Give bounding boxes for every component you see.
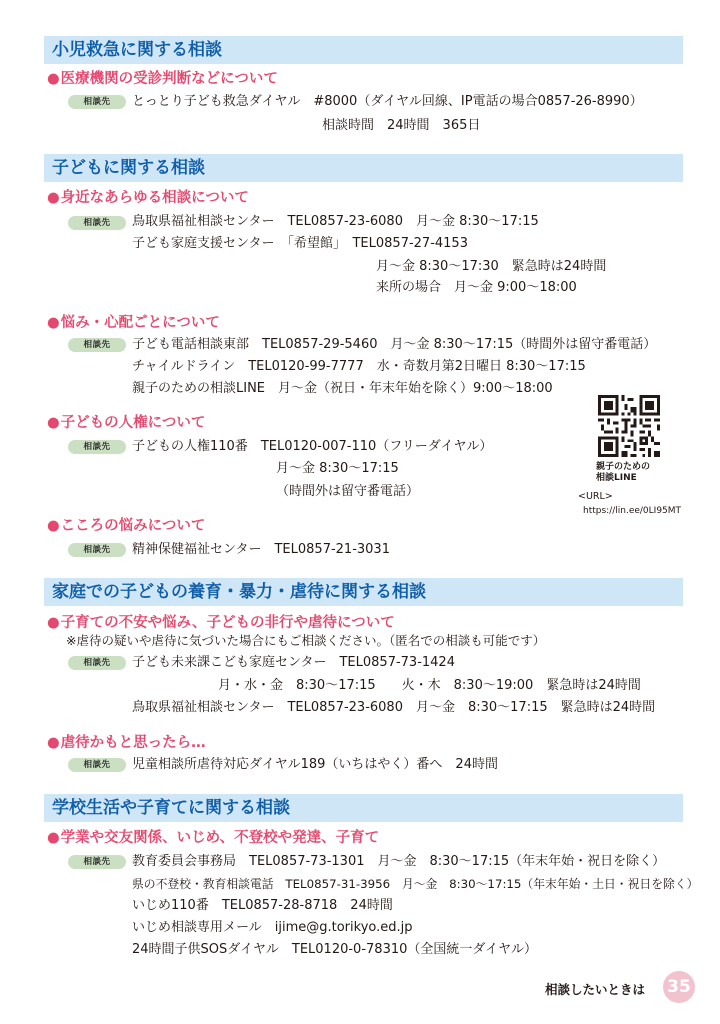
qr-caption-line: 親子のための (596, 462, 651, 472)
contact-line: 相談時間 24時間 365日 (322, 118, 481, 133)
subheading-school-issues (47, 829, 379, 847)
bullet-icon: ● (47, 735, 60, 751)
bullet-icon: ● (47, 190, 60, 206)
contact-line: 親子のための相談LINE 月～金（祝日・年末年始を除く）9:00～18:00 (132, 381, 553, 396)
subheading-text: 医療機関の受診判断などについて (60, 71, 278, 87)
consultation-badge: 相談先 (68, 338, 126, 352)
section-heading-children: 子どもに関する相談 (44, 154, 683, 182)
line-url-link[interactable]: https://lin.ee/0LI95MT (583, 506, 682, 516)
subheading-text: 子どもの人権について (60, 415, 206, 431)
section-heading-family-abuse: 家庭での子どもの養育・暴力・虐待に関する相談 (44, 578, 683, 606)
contact-line: 来所の場合 月～金 9:00～18:00 (376, 280, 577, 295)
consultation-badge: 相談先 (68, 758, 126, 772)
contact-line: 月～金 8:30～17:15 (276, 461, 399, 476)
contact-line: 児童相談所虐待対応ダイヤル189（いちはやく）番へ 24時間 (132, 757, 498, 772)
bullet-icon: ● (47, 415, 60, 431)
section-heading-pediatric-emergency: 小児救急に関する相談 (44, 36, 683, 64)
consultation-badge: 相談先 (68, 543, 126, 557)
bullet-icon: ● (47, 518, 60, 534)
subheading-worries (47, 314, 220, 332)
contact-line: 子ども未来課こども家庭センター TEL0857-73-1424 (132, 655, 455, 670)
contact-line: 子ども電話相談東部 TEL0857-29-5460 月～金 8:30～17:15（時間外は留守番電話） (132, 337, 657, 352)
consultation-badge: 相談先 (68, 855, 126, 869)
qr-code-icon[interactable] (598, 395, 660, 457)
contact-line: 子どもの人権110番 TEL0120-007-110（フリーダイヤル） (132, 439, 493, 454)
subheading-general-consult (47, 189, 249, 207)
subheading-child-rights (47, 414, 205, 432)
subheading-mental (47, 517, 205, 535)
page-number: 35 (663, 971, 695, 1003)
contact-line: 子ども家庭支援センター 「希望館」 TEL0857-27-4153 (132, 236, 468, 251)
subheading-medical-consult (47, 70, 278, 88)
contact-line: 県の不登校・教育相談電話 TEL0857-31-3956 月～金 8:30～17:15（年末年始・土日・祝日を除く） (132, 877, 699, 891)
bullet-icon: ● (47, 830, 60, 846)
contact-line: いじめ110番 TEL0857-28-8718 24時間 (132, 898, 393, 913)
bullet-icon: ● (47, 71, 60, 87)
contact-line: 鳥取県福祉相談センター TEL0857-23-6080 月～金 8:30～17:15 緊急時は24時間 (132, 700, 656, 715)
contact-line: 月・水・金 8:30～17:15 火・木 8:30～19:00 緊急時は24時間 (218, 678, 641, 693)
consultation-badge: 相談先 (68, 216, 126, 230)
subheading-parenting-worries (47, 614, 395, 632)
contact-line: とっとり子ども救急ダイヤル #8000（ダイヤル回線、IP電話の場合0857-26-8990） (132, 94, 643, 109)
contact-line: 精神保健福祉センター TEL0857-21-3031 (132, 542, 390, 557)
contact-line: 月～金 8:30～17:30 緊急時は24時間 (376, 259, 607, 274)
subheading-text: 子育ての不安や悩み、子どもの非行や虐待について (60, 615, 395, 631)
bullet-icon: ● (47, 315, 60, 331)
contact-line: チャイルドライン TEL0120-99-7777 水・奇数月第2日曜日 8:30～17:15 (132, 359, 586, 374)
consultation-badge: 相談先 (68, 440, 126, 454)
consultation-badge: 相談先 (68, 95, 126, 109)
consultation-badge: 相談先 (68, 656, 126, 670)
contact-line: 鳥取県福祉相談センター TEL0857-23-6080 月～金 8:30～17:15 (132, 214, 539, 229)
contact-line: （時間外は留守番電話） (276, 484, 420, 499)
subheading-text: 学業や交友関係、いじめ、不登校や発達、子育て (60, 830, 380, 846)
contact-line: いじめ相談専用メール ijime@g.torikyo.ed.jp (132, 920, 413, 935)
subheading-text: 悩み・心配ごとについて (60, 315, 220, 331)
bullet-icon: ● (47, 615, 60, 631)
subheading-abuse-suspect (47, 734, 206, 752)
url-label: <URL> (578, 491, 613, 502)
subheading-text: こころの悩みについて (60, 518, 206, 534)
footer-text: 相談したいときは (545, 982, 646, 997)
qr-caption-line: 相談LINE (596, 473, 637, 483)
qr-caption (596, 462, 650, 484)
contact-line: 24時間子供SOSダイヤル TEL0120-0-78310（全国統一ダイヤル） (132, 942, 537, 957)
abuse-note: ※虐待の疑いや虐待に気づいた場合にもご相談ください。（匿名での相談も可能です） (66, 633, 546, 648)
subheading-text: 身近なあらゆる相談について (60, 190, 249, 206)
subheading-text: 虐待かもと思ったら… (60, 735, 206, 751)
section-heading-school-life: 学校生活や子育てに関する相談 (44, 794, 683, 822)
contact-line: 教育委員会事務局 TEL0857-73-1301 月～金 8:30～17:15（年末年始・祝日を除く） (132, 854, 666, 869)
